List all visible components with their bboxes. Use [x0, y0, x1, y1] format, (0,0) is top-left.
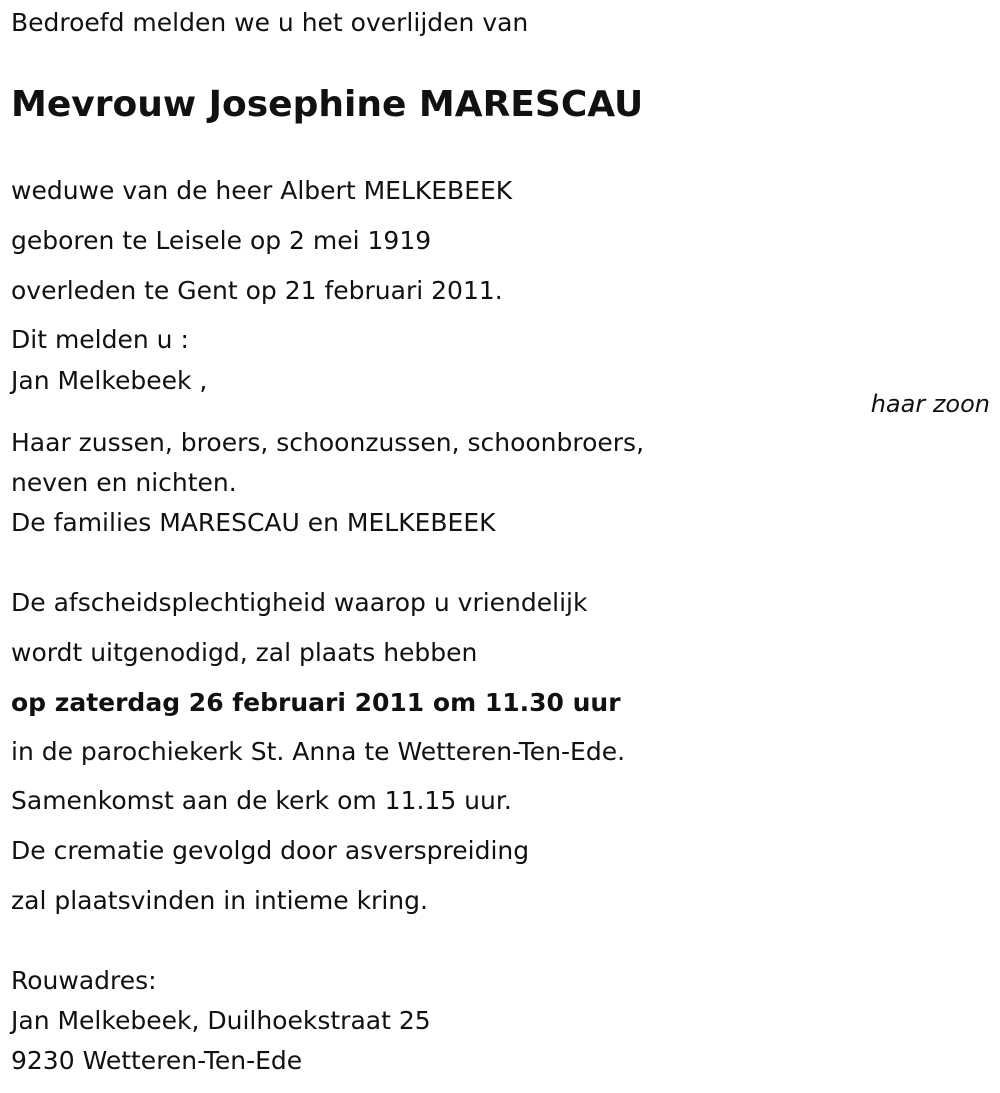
son-relation: haar zoon: [870, 390, 990, 418]
ceremony-location: in de parochiekerk St. Anna te Wetteren-Ten-Ede.: [11, 737, 626, 766]
deceased-name: Mevrouw Josephine MARESCAU: [11, 84, 644, 125]
address-line-1: Jan Melkebeek, Duilhoekstraat 25: [11, 1006, 431, 1035]
son-name: Jan Melkebeek ,: [11, 366, 208, 395]
siblings-line-2: neven en nichten.: [11, 468, 237, 497]
siblings-line-1: Haar zussen, broers, schoonzussen, schoonbroers,: [11, 428, 645, 457]
widow-text: weduwe van de heer Albert MELKEBEEK: [11, 176, 513, 205]
intro-text: Bedroefd melden we u het overlijden van: [11, 8, 529, 37]
birth-text: geboren te Leisele op 2 mei 1919: [11, 226, 432, 255]
gathering-text: Samenkomst aan de kerk om 11.15 uur.: [11, 786, 512, 815]
ceremony-line-2: wordt uitgenodigd, zal plaats hebben: [11, 638, 478, 667]
death-text: overleden te Gent op 21 februari 2011.: [11, 276, 503, 305]
address-line-2: 9230 Wetteren-Ten-Ede: [11, 1046, 303, 1075]
address-label: Rouwadres:: [11, 966, 157, 995]
families-text: De families MARESCAU en MELKEBEEK: [11, 508, 496, 537]
ceremony-date: op zaterdag 26 februari 2011 om 11.30 uur: [11, 688, 621, 717]
announce-intro: Dit melden u :: [11, 325, 189, 354]
cremation-line-1: De crematie gevolgd door asverspreiding: [11, 836, 530, 865]
cremation-line-2: zal plaatsvinden in intieme kring.: [11, 886, 428, 915]
ceremony-line-1: De afscheidsplechtigheid waarop u vriendelijk: [11, 588, 588, 617]
